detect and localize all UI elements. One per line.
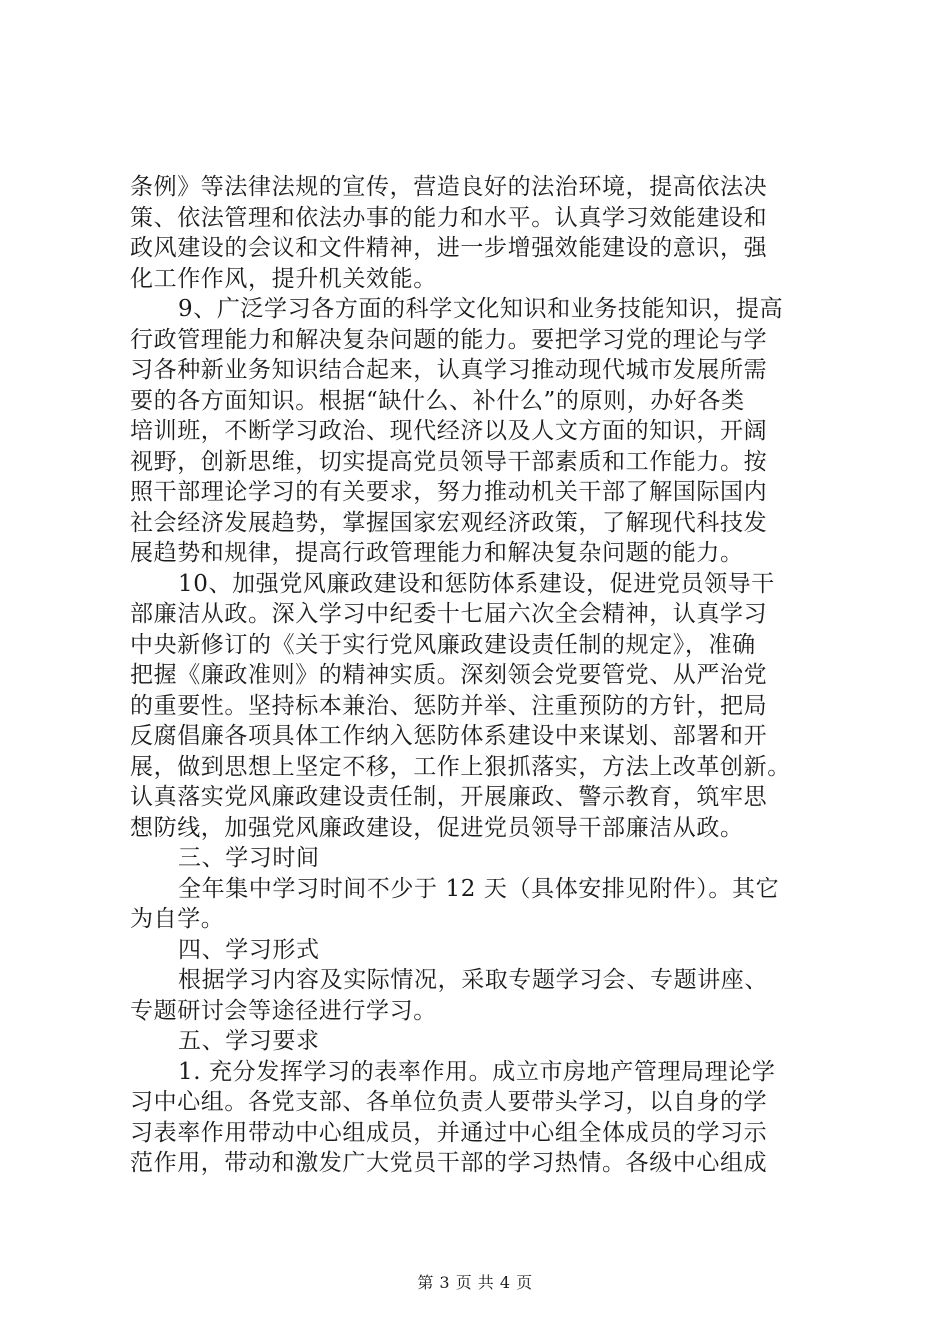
section-heading: 四、学习形式 [178,936,320,963]
text-line: 部廉洁从政。深入学习中纪委十七届六次全会精神，认真学习 [130,601,768,627]
text-line: 策、依法管理和依法办事的能力和水平。认真学习效能建设和 [130,204,768,231]
text-line: 中央新修订的《关于实行党风廉政建设责任制的规定》，准确 [130,631,756,658]
text-line: 认真落实党风廉政建设责任制，开展廉政、警示教育，筑牢思 [130,784,768,810]
page-number-footer: 第 3 页 共 4 页 [417,1273,533,1292]
text-line: 展，做到思想上坚定不移，工作上狠抓落实，方法上改革创新。 [130,753,791,780]
text-line: 把握《廉政准则》的精神实质。深刻领会党要管党、从严治党 [130,662,768,688]
text-line: 要的各方面知识。根据“缺什么、补什么”的原则，办好各类 [130,387,745,414]
paragraph-start-line: 根据学习内容及实际情况，采取专题学习会、专题讲座、 [178,967,768,993]
text-line: 想防线，加强党风廉政建设，促进党员领导干部廉洁从政。 [130,814,744,841]
text-line: 习各种新业务知识结合起来，认真学习推动现代城市发展所需 [130,357,768,383]
paragraph-start-line: 10、加强党风廉政建设和惩防体系建设，促进党员领导干 [178,570,775,597]
text-line: 习中心组。各党支部、各单位负责人要带头学习，以自身的学 [130,1089,768,1115]
text-line: 照干部理论学习的有关要求，努力推动机关干部了解国际国内 [130,479,768,505]
paragraph-start-line: 1. 充分发挥学习的表率作用。成立市房地产管理局理论学 [178,1058,776,1085]
text-line: 专题研讨会等途径进行学习。 [130,997,437,1024]
text-line: 化工作作风，提升机关效能。 [130,265,437,292]
paragraph-start-line: 9、广泛学习各方面的科学文化知识和业务技能知识，提高 [178,296,784,322]
text-line: 行政管理能力和解决复杂问题的能力。要把学习党的理论与学 [130,326,768,353]
text-line: 为自学。 [130,906,225,932]
document-body [130,172,830,1179]
text-line: 的重要性。坚持标本兼治、惩防并举、注重预防的方针，把局 [130,692,768,719]
text-line: 展趋势和规律，提高行政管理能力和解决复杂问题的能力。 [130,540,744,566]
paragraph-start-line: 全年集中学习时间不少于 12 天（具体安排见附件）。其它 [178,875,780,902]
section-heading: 三、学习时间 [178,845,320,871]
text-line: 条例》等法律法规的宣传，营造良好的法治环境，提高依法决 [130,174,768,200]
text-line: 反腐倡廉各项具体工作纳入惩防体系建设中来谋划、部署和开 [130,723,768,749]
text-line: 社会经济发展趋势，掌握国家宏观经济政策，了解现代科技发 [130,509,768,536]
text-line: 范作用，带动和激发广大党员干部的学习热情。各级中心组成 [130,1150,768,1176]
section-heading: 五、学习要求 [178,1028,320,1054]
text-line: 习表率作用带动中心组成员，并通过中心组全体成员的学习示 [130,1119,768,1146]
text-line: 政风建设的会议和文件精神，进一步增强效能建设的意识，强 [130,235,768,261]
text-line: 培训班，不断学习政治、现代经济以及人文方面的知识，开阔 [130,418,768,444]
text-line: 视野，创新思维，切实提高党员领导干部素质和工作能力。按 [130,448,768,475]
